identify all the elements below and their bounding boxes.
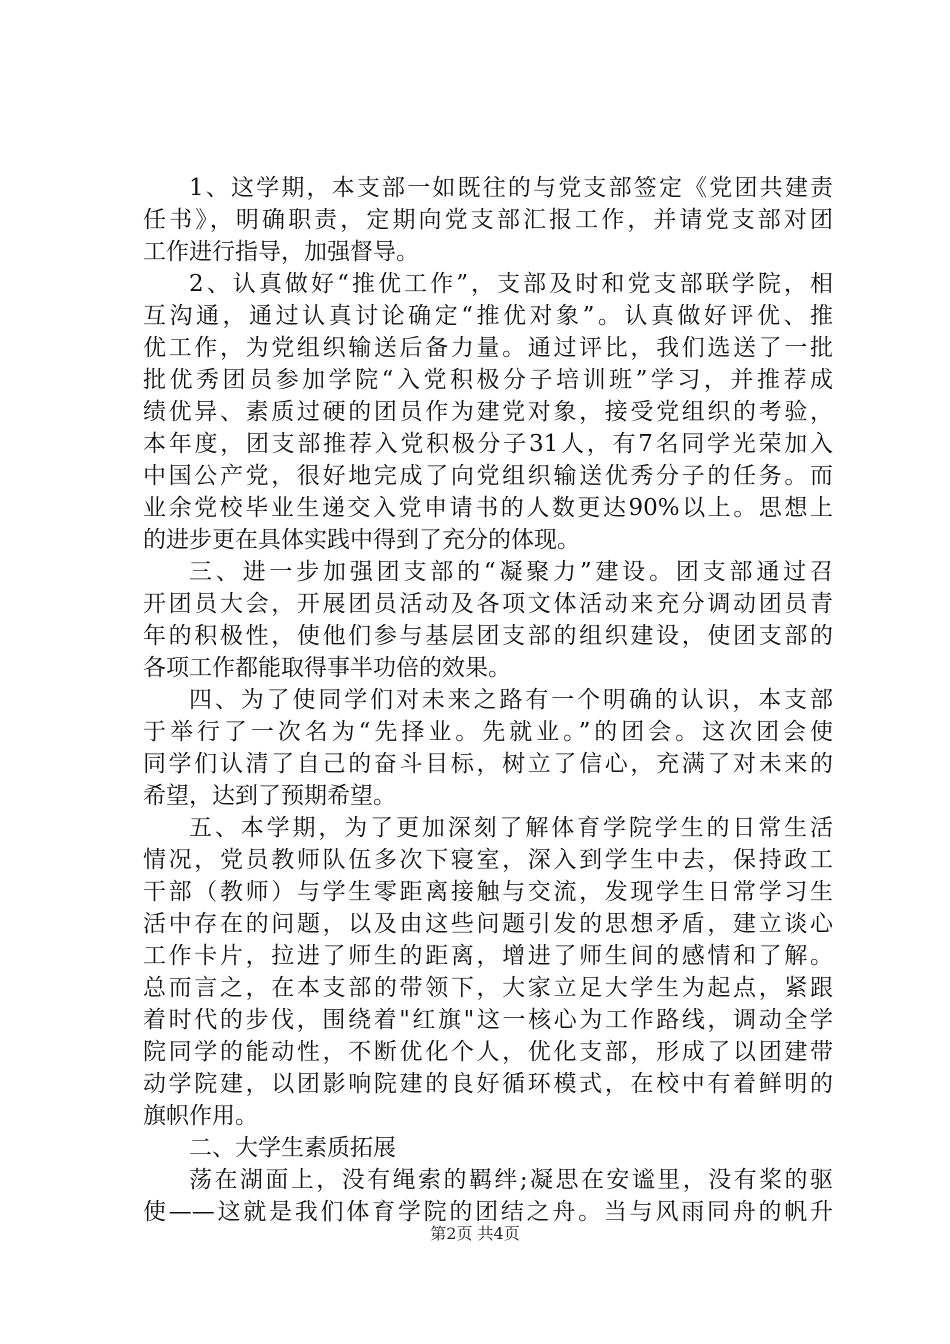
- text-line: 互沟通，通过认真讨论确定“推优对象”。认真做好评优、推: [143, 303, 833, 329]
- text-line: 旗帜作用。: [143, 1103, 258, 1129]
- document-body: [143, 172, 833, 1228]
- text-line: 二、大学生素质拓展: [189, 1135, 396, 1161]
- text-line: 绩优异、素质过硬的团员作为建党对象，接受党组织的考验，: [143, 399, 833, 425]
- text-line: 优工作，为党组织输送后备力量。通过评比，我们选送了一批: [143, 335, 833, 361]
- text-line: 的进步更在具体实践中得到了充分的体现。: [143, 527, 580, 553]
- text-line: 干部（教师）与学生零距离接触与交流，发现学生日常学习生: [143, 879, 833, 905]
- text-line: 情况，党员教师队伍多次下寝室，深入到学生中去，保持政工: [143, 847, 833, 873]
- text-line: 业余党校毕业生递交入党申请书的人数更达90%以上。思想上: [143, 495, 833, 521]
- text-line: 活中存在的问题，以及由这些问题引发的思想矛盾，建立谈心: [143, 911, 833, 937]
- text-line: 三、进一步加强团支部的“凝聚力”建设。团支部通过召: [189, 559, 833, 585]
- text-line: 年的积极性，使他们参与基层团支部的组织建设，使团支部的: [143, 623, 833, 649]
- text-line: 本年度，团支部推荐入党积极分子31人，有7名同学光荣加入: [143, 431, 833, 457]
- text-line: 院同学的能动性，不断优化个人，优化支部，形成了以团建带: [143, 1039, 833, 1065]
- page-footer: 第2页 共4页: [430, 1224, 520, 1243]
- text-line: 四、为了使同学们对未来之路有一个明确的认识，本支部: [189, 687, 833, 713]
- text-line: 1、这学期，本支部一如既往的与党支部签定《党团共建责: [189, 175, 833, 201]
- text-line: 工作进行指导，加强督导。: [143, 239, 419, 265]
- text-line: 总而言之，在本支部的带领下，大家立足大学生为起点，紧跟: [143, 975, 833, 1001]
- text-line: 2、认真做好“推优工作”，支部及时和党支部联学院，相: [189, 271, 833, 297]
- text-line: 着时代的步伐，围绕着"红旗"这一核心为工作路线，调动全学: [143, 1007, 833, 1033]
- text-line: 荡在湖面上，没有绳索的羁绊;凝思在安谧里，没有桨的驱: [189, 1167, 833, 1193]
- text-line: 于举行了一次名为“先择业。先就业。”的团会。这次团会使: [143, 719, 833, 745]
- text-line: 动学院建，以团影响院建的良好循环模式，在校中有着鲜明的: [143, 1071, 833, 1097]
- text-line: 工作卡片，拉进了师生的距离，增进了师生间的感情和了解。: [143, 943, 833, 969]
- text-line: 开团员大会，开展团员活动及各项文体活动来充分调动团员青: [143, 591, 833, 617]
- text-line: 五、本学期，为了更加深刻了解体育学院学生的日常生活: [189, 815, 833, 841]
- text-line: 各项工作都能取得事半功倍的效果。: [143, 655, 511, 681]
- text-line: 任书》，明确职责，定期向党支部汇报工作，并请党支部对团: [143, 207, 833, 233]
- text-line: 同学们认清了自己的奋斗目标，树立了信心，充满了对未来的: [143, 751, 833, 777]
- text-line: 希望，达到了预期希望。: [143, 783, 396, 809]
- text-line: 使——这就是我们体育学院的团结之舟。当与风雨同舟的帆升: [143, 1199, 833, 1225]
- text-line: 批优秀团员参加学院“入党积极分子培训班”学习，并推荐成: [143, 367, 833, 393]
- text-line: 中国公产党，很好地完成了向党组织输送优秀分子的任务。而: [143, 463, 833, 489]
